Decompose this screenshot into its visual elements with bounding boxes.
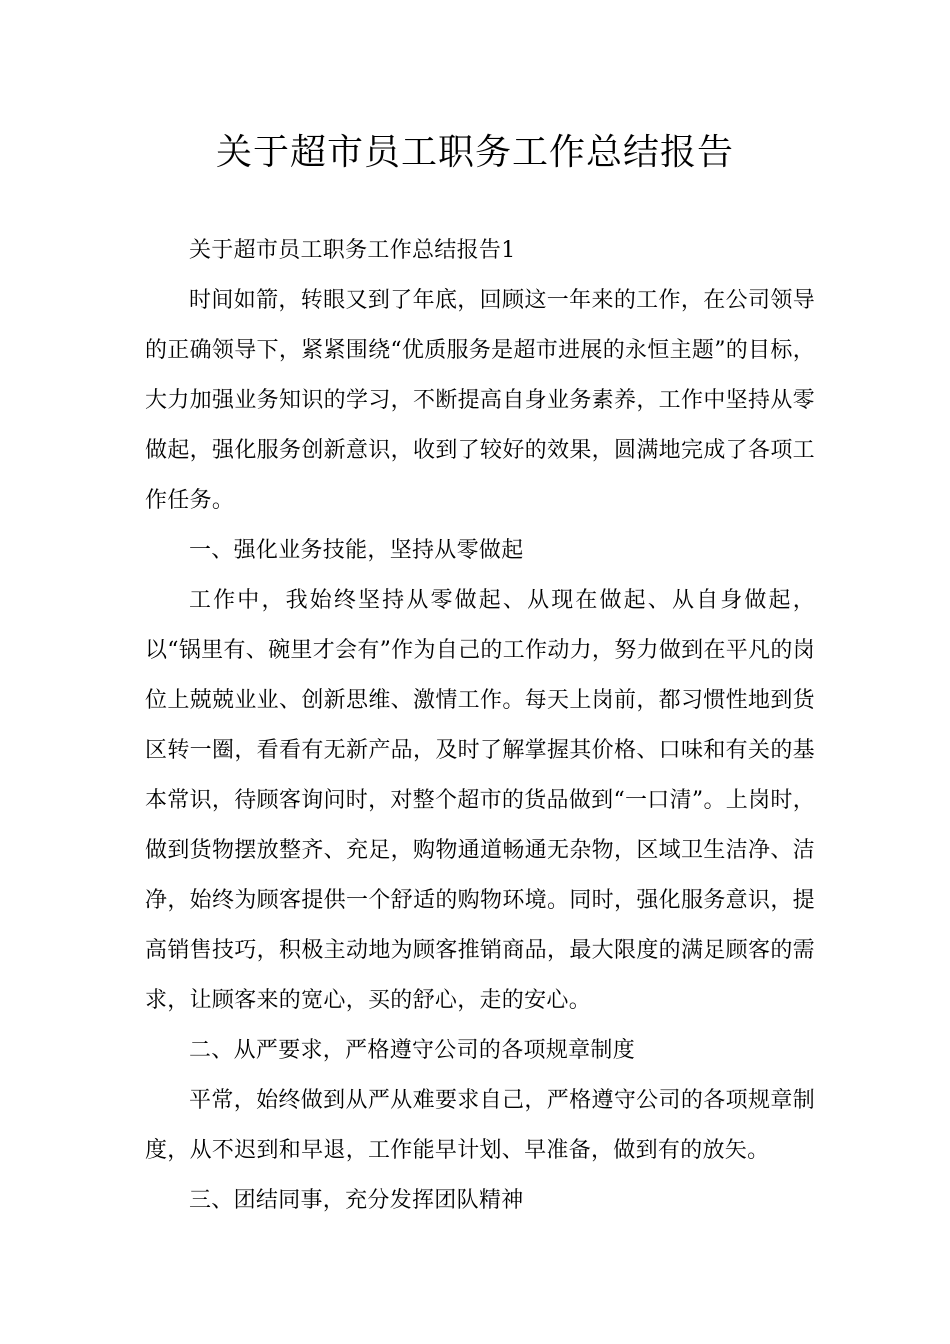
document-title: 关于超市员工职务工作总结报告: [215, 132, 734, 173]
section-heading-1: 一、强化业务技能，坚持从零做起: [189, 538, 524, 563]
section-heading-3: 三、团结同事，充分发挥团队精神: [189, 1188, 524, 1213]
report-subtitle: 关于超市员工职务工作总结报告1: [189, 238, 516, 263]
paragraph-section-2: 平常，始终做到从严从难要求自己，严格遵守公司的各项规章制度，从不迟到和早退，工作能早计划、早准备，做到有的放矢。: [145, 1088, 815, 1163]
paragraph-section-1: 工作中，我始终坚持从零做起、从现在做起、从自身做起，以“锅里有、碗里才会有”作为自己的工作动力，努力做到在平凡的岗位上兢兢业业、创新思维、激情工作。每天上岗前，都习惯性地到货区转一圈，看看有无新产品，及时了解掌握其价格、口味和有关的基本常识，待顾客询问时，对整个超市的货品做到“一口清”。上岗时，做到货物摆放整齐、充足，购物通道畅通无杂物，区域卫生洁净、洁净，始终为顾客提供一个舒适的购物环境。同时，强化服务意识，提高销售技巧，积极主动地为顾客推销商品，最大限度的满足顾客的需求，让顾客来的宽心，买的舒心，走的安心。: [145, 588, 815, 1013]
section-heading-2: 二、从严要求，严格遵守公司的各项规章制度: [189, 1038, 636, 1063]
paragraph-intro: 时间如箭，转眼又到了年底，回顾这一年来的工作，在公司领导的正确领导下，紧紧围绕“优质服务是超市进展的永恒主题”的目标，大力加强业务知识的学习，不断提高自身业务素养，工作中坚持从零做起，强化服务创新意识，收到了较好的效果，圆满地完成了各项工作任务。: [145, 288, 815, 513]
document-body: [145, 226, 815, 1226]
